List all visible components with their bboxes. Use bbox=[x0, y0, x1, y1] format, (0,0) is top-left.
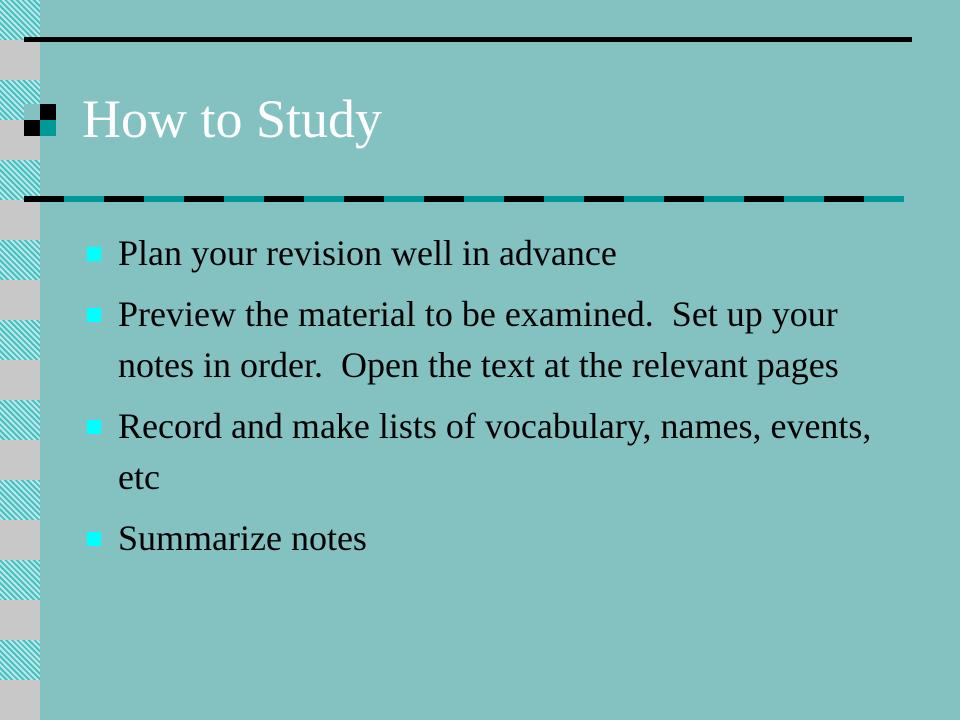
list-item bbox=[86, 513, 906, 564]
bullet-text: Record and make lists of vocabulary, names, events, etc bbox=[118, 406, 872, 497]
list-item bbox=[86, 289, 906, 391]
bullet-list bbox=[86, 228, 906, 574]
square-bullet-icon bbox=[87, 532, 101, 546]
square-bullet-icon bbox=[87, 420, 101, 434]
slide-title: How to Study bbox=[82, 89, 383, 149]
top-rule bbox=[24, 37, 912, 42]
bullet-text: Summarize notes bbox=[118, 518, 367, 558]
bullet-text: Plan your revision well in advance bbox=[118, 233, 617, 273]
square-bullet-icon bbox=[87, 308, 101, 322]
dashed-divider bbox=[24, 196, 904, 202]
square-bullet-icon bbox=[87, 247, 101, 261]
list-item bbox=[86, 228, 906, 279]
list-item bbox=[86, 401, 906, 503]
checkered-square-icon bbox=[24, 104, 56, 136]
bullet-text: Preview the material to be examined. Set up your notes in order. Open the text at the relevant pages bbox=[118, 294, 847, 385]
